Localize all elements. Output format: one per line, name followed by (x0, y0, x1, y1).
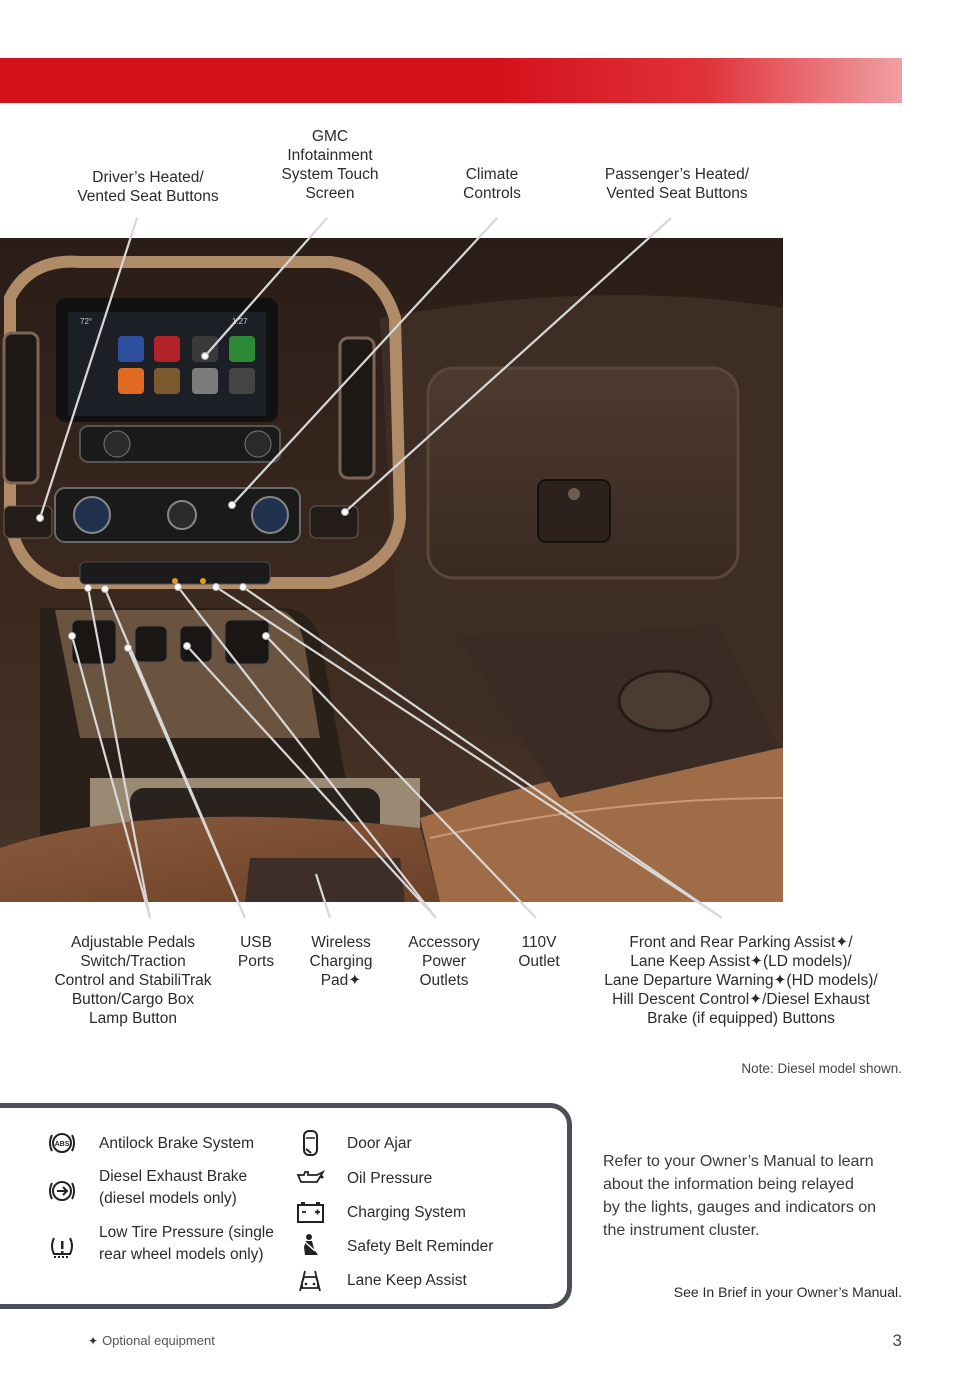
optional-star-icon: ✦ (88, 1334, 99, 1348)
charging-system-icon (295, 1197, 331, 1227)
legend-item-oil-pressure (295, 1163, 432, 1193)
legend-label-abs: Antilock Brake System (99, 1135, 255, 1152)
callout-pedals-traction: Adjustable Pedals Switch/Traction Control and StabiliTrak Button/Cargo Box Lamp Button (54, 934, 212, 1027)
legend-item-safety-belt (295, 1231, 493, 1261)
see-in-brief-text: See In Brief in your Owner’s Manual. (673, 1284, 902, 1300)
legend-label-door-ajar: Door Ajar (347, 1135, 412, 1152)
legend-label-safety-belt: Safety Belt Reminder (347, 1238, 494, 1255)
abs-icon (47, 1128, 83, 1158)
header-accent-bar (0, 58, 902, 103)
screen-clock-text: 1:27 (232, 317, 248, 326)
legend-item-door-ajar (295, 1128, 412, 1158)
lane-keep-assist-icon (295, 1265, 331, 1295)
callout-climate: Climate Controls (463, 166, 521, 202)
page-number: 3 (892, 1331, 902, 1350)
legend-label-oil-pressure: Oil Pressure (347, 1170, 433, 1187)
legend-item-abs (47, 1128, 254, 1158)
legend-item-diesel-exhaust-brake (47, 1166, 247, 1210)
dashboard-photo (0, 238, 783, 902)
callout-parking-assist: Front and Rear Parking Assist✦/ Lane Keep Assist✦(LD models)/ Lane Departure Warning✦(HD models)/ Hill Descent Control✦/Diesel Exhaust Brake (if equipped) Buttons (604, 934, 878, 1027)
refer-owners-manual-text: Refer to your Owner’s Manual to learn about the information being relayed by the lights, gauges and indicators on the instrument cluster. (603, 1153, 877, 1239)
dashboard-illustration (0, 238, 783, 902)
callout-110v-outlet: 110V Outlet (518, 934, 560, 970)
diesel-exhaust-brake-icon (47, 1176, 83, 1206)
footnote-text: Optional equipment (102, 1333, 215, 1348)
callout-drivers-seat: Driver’s Heated/ Vented Seat Buttons (77, 169, 219, 205)
indicator-legend-box (0, 1103, 572, 1309)
screen-temp-text: 72° (80, 317, 93, 326)
legend-item-lane-keep-assist (295, 1265, 467, 1295)
legend-label-diesel-exhaust-brake: Diesel Exhaust Brake (diesel models only) (99, 1168, 248, 1207)
svg-text:ABS: ABS (54, 1141, 70, 1148)
oil-pressure-icon (295, 1163, 331, 1193)
callout-wireless-charging: Wireless Charging Pad✦ (309, 934, 373, 989)
callout-usb-ports: USB Ports (237, 934, 275, 970)
callout-passenger-seat: Passenger’s Heated/ Vented Seat Buttons (604, 166, 750, 202)
callout-accessory-outlets: Accessory Power Outlets (408, 934, 480, 989)
low-tire-pressure-icon (47, 1232, 83, 1262)
legend-label-lane-keep-assist: Lane Keep Assist (347, 1272, 467, 1289)
optional-equipment-footnote (88, 1333, 215, 1348)
safety-belt-icon (295, 1231, 331, 1261)
door-ajar-icon (295, 1128, 331, 1158)
legend-item-charging-system (295, 1197, 466, 1227)
diesel-note: Note: Diesel model shown. (741, 1061, 902, 1076)
legend-label-charging-system: Charging System (347, 1204, 466, 1221)
callout-infotainment: GMC Infotainment System Touch Screen (281, 128, 379, 202)
legend-item-low-tire-pressure (47, 1222, 274, 1266)
legend-label-low-tire-pressure: Low Tire Pressure (single rear wheel models only) (99, 1224, 274, 1263)
